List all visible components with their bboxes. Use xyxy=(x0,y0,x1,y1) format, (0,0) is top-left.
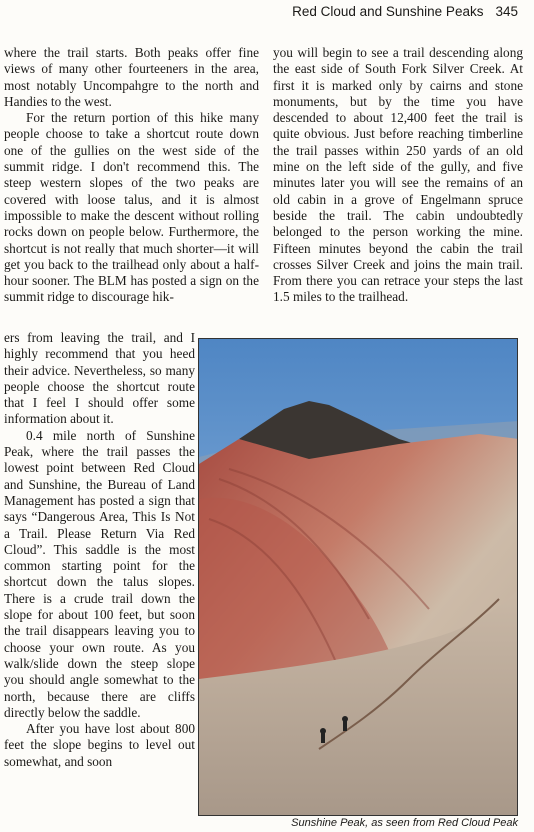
hiker xyxy=(343,721,347,731)
right-column xyxy=(273,45,523,306)
running-head-title: Red Cloud and Sunshine Peaks xyxy=(292,4,484,19)
mountain-illustration xyxy=(199,339,518,816)
paragraph: After you have lost about 800 feet the slope begins to level out somewhat, and soon xyxy=(4,721,195,769)
photo-caption: Sunshine Peak, as seen from Red Cloud Peak xyxy=(291,817,518,829)
paragraph: ers from leaving the trail, and I highly recommend that you heed their advice. Nevertheless, so many people choose the shortcut route that I feel I should offer some information about it. xyxy=(4,330,195,427)
mountain-photo xyxy=(198,338,518,816)
page-number: 345 xyxy=(495,4,518,19)
left-column-upper xyxy=(4,45,259,306)
paragraph: where the trail starts. Both peaks offer fine views of many other fourteeners in the area, most notably Uncompahgre to the north and Handies to the west. xyxy=(4,45,259,109)
running-head xyxy=(0,4,518,24)
paragraph: For the return portion of this hike many people choose to take a shortcut route down one of the gullies on the west side of the summit ridge. I don't recommend this. The steep western slopes of the two peaks are covered with loose talus, and it is almost impossible to make the descent without rolling rocks down on people below. Furthermore, the shortcut is not really that much shorter—it will get you back to the trailhead only about a half-hour sooner. The BLM has posted a sign on the summit ridge to discourage hik- xyxy=(4,110,259,305)
paragraph: 0.4 mile north of Sunshine Peak, where the trail passes the lowest point between Red Cloud and Sunshine, the Bureau of Land Management has posted a sign that says “Dangerous Area, This Is Not a Trail. Please Return Via Red Cloud”. This saddle is the most common starting point for the shortcut down the talus slopes. There is a crude trail down the slope for about 100 feet, but soon the trail disappears leaving you to choose your own route. As you walk/slide down the steep slope you should angle somewhat to the north, because there are cliffs directly below the saddle. xyxy=(4,427,195,720)
paragraph: you will begin to see a trail descending along the east side of South Fork Silver Creek. At first it is marked only by cairns and stone monuments, but by the time you have descended to about 12,400 feet the trail is quite obvious. Just before reaching timberline the trail passes within 250 yards of an old mine on the left side of the gully, and five minutes later you will see the remains of an old cabin in a grove of Engelmann spruce beside the trail. The cabin undoubtedly belonged to the person working the mine. Fifteen minutes beyond the cabin the trail crosses Silver Creek and joins the main trail. From there you can retrace your steps the last 1.5 miles to the trailhead. xyxy=(273,45,523,305)
left-column-lower xyxy=(4,330,195,770)
hiker xyxy=(321,733,325,743)
